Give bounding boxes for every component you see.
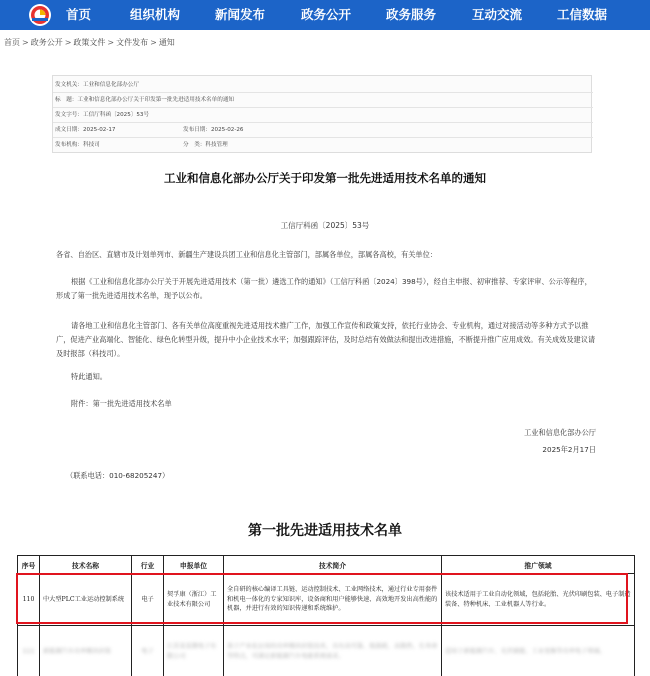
- cell-tech-name: 新能源汽车功率模块封装: [40, 626, 132, 676]
- technology-list-table: [17, 555, 635, 676]
- nav-organization[interactable]: 组织机构: [130, 7, 181, 22]
- closing-text: 特此通知。: [71, 372, 107, 381]
- breadcrumb-home[interactable]: 首页: [4, 38, 20, 47]
- cell-field: 适用于新能源汽车、光伏储能、工业变频等功率电子领域。: [442, 626, 635, 676]
- nav-gov-affairs-open[interactable]: 政务公开: [301, 7, 352, 22]
- cell-unit: 江苏某某微电子有限公司: [164, 626, 224, 676]
- meta-row: [53, 108, 593, 123]
- meta-dept: 发布机构：科技司: [55, 142, 100, 148]
- breadcrumb-gov-open[interactable]: 政务公开: [30, 38, 63, 47]
- column-header: 申报单位: [164, 556, 224, 574]
- signer: 工业和信息化部办公厅: [524, 428, 596, 437]
- nav-interaction[interactable]: 互动交流: [472, 7, 523, 22]
- greeting-paragraph: 各省、自治区、直辖市及计划单列市、新疆生产建设兵团工业和信息化主管部门，部属各单位，部属各高校，有关单位：: [56, 250, 437, 259]
- meta-created: 成文日期：2025-02-17: [55, 127, 116, 133]
- breadcrumb-notice[interactable]: 通知: [158, 38, 175, 47]
- column-header: 推广领域: [442, 556, 635, 574]
- document-number: 工信厅科函〔2025〕53号: [280, 221, 370, 230]
- meta-published: 发布日期：2025-02-26: [183, 127, 244, 133]
- cell-tech-name: 中大型PLC工业运动控制系统: [40, 574, 132, 626]
- cell-industry: 电子: [132, 574, 164, 626]
- meta-row: [53, 123, 593, 138]
- document-meta-box: [52, 75, 592, 153]
- nav-home[interactable]: 首页: [66, 7, 92, 22]
- body-paragraph: 请各地工业和信息化主管部门、各有关单位高度重视先进适用技术推广工作，加强工作宣传和政策支持，依托行业协会、专业机构，通过对接活动等多种方式予以推广，促进产业高端化、智能化、绿色化转型升级，提升中小企业技术水平；加强跟踪评估，及时总结有效做法和提出改进措施，不断提升推广应用成效。有关成效及建议请及时报部（科技司）。: [56, 321, 596, 358]
- top-nav: [0, 0, 650, 30]
- cell-no: 110: [18, 574, 40, 626]
- nav-news[interactable]: 新闻发布: [215, 7, 266, 22]
- cell-no: 111: [18, 626, 40, 676]
- meta-category: 分 类：科技管理: [183, 142, 228, 148]
- cell-intro: 全自研的核心编译工具链、运动控制技术、工业网络技术，通过行业专用套件和机电一体化的专家知识库，设备商和用户能够快速、高效地开发出高性能的机器，并进行有效的知识传递和系统维护。: [224, 574, 442, 626]
- cell-field: 该技术适用于工业自动化领域，包括轮胎、光伏印刷包装、电子制造装备、特种机床、工业机器人等行业。: [442, 574, 635, 626]
- column-header: 技术简介: [224, 556, 442, 574]
- meta-title: 标 题：工业和信息化部办公厅关于印发第一批先进适用技术名单的通知: [55, 97, 235, 103]
- column-header: 行业: [132, 556, 164, 574]
- meta-row: [53, 138, 593, 153]
- table-row: [18, 626, 635, 676]
- meta-issuer: 发文机关：工业和信息化部办公厅: [55, 82, 139, 88]
- column-header: 序号: [18, 556, 40, 574]
- nav-gov-services[interactable]: 政务服务: [386, 7, 437, 22]
- table-header-row: [18, 556, 635, 574]
- body-paragraph: 根据《工业和信息化部办公厅关于开展先进适用技术（第一批）遴选工作的通知》（工信厅科函〔2024〕398号），经自主申报、初审推荐、专家评审、公示等程序，形成了第一批先进适用技术名单，现予以公布。: [56, 277, 592, 300]
- attachment-table-title: 第一批先进适用技术名单: [248, 523, 402, 539]
- meta-doc-no: 发文字号：工信厅科函〔2025〕53号: [55, 112, 150, 118]
- table-row: [18, 574, 635, 626]
- meta-row: [53, 93, 593, 108]
- meta-row: [53, 78, 593, 93]
- breadcrumb: 首页 > 政务公开 > 政策文件 > 文件发布 > 通知: [4, 38, 175, 47]
- miit-logo-icon[interactable]: [29, 4, 51, 26]
- breadcrumb-doc-release[interactable]: 文件发布: [116, 38, 149, 47]
- document-title: 工业和信息化部办公厅关于印发第一批先进适用技术名单的通知: [164, 171, 486, 185]
- cell-industry: 电子: [132, 626, 164, 676]
- attachment-link[interactable]: 附件：第一批先进适用技术名单: [71, 399, 172, 408]
- contact-info: （联系电话：010-68205247）: [66, 471, 170, 480]
- sign-date: 2025年2月17日: [542, 445, 596, 454]
- breadcrumb-policy-docs[interactable]: 政策文件: [73, 38, 106, 47]
- nav-data[interactable]: 工信数据: [557, 7, 608, 22]
- column-header: 技术名称: [40, 556, 132, 574]
- cell-intro: 基于产业化应用的功率模块封装技术，具有高可靠、低损耗、高散热、长寿命等特点，可满足新能源汽车电驱系统需求。: [224, 626, 442, 676]
- cell-unit: 契孚康（浙江）工业技术有限公司: [164, 574, 224, 626]
